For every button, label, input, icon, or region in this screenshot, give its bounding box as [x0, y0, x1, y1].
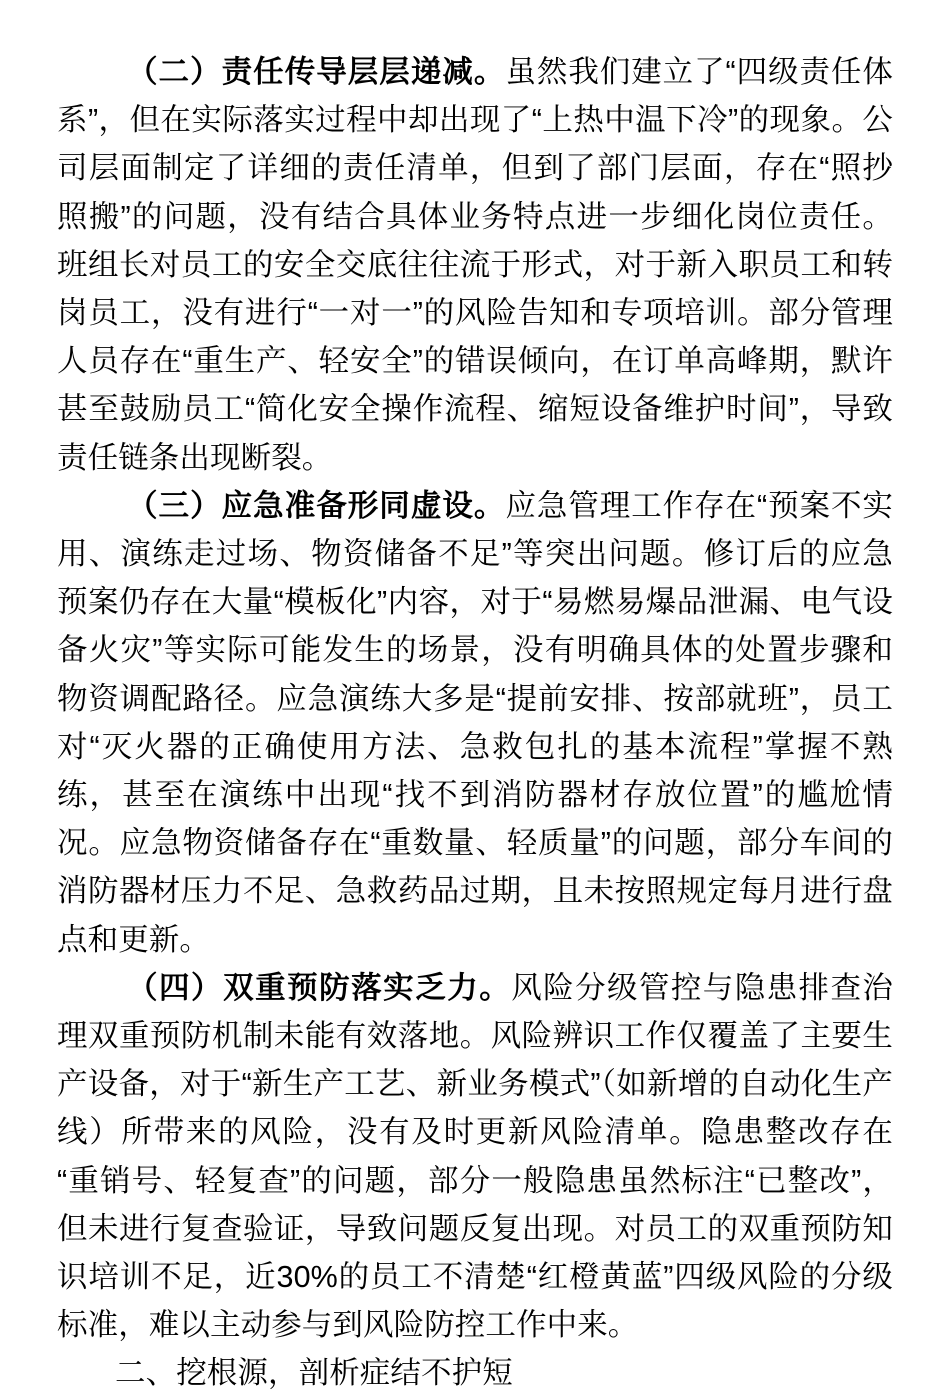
paragraph-lead-section-4: （四）双重预防落实乏力。 — [127, 970, 512, 1005]
closing-heading: 二、挖根源，剖析症结不护短 — [115, 1356, 513, 1391]
paragraph-lead-section-3: （三）应急准备形同虚设。 — [127, 488, 506, 523]
paragraph-text-section-3: 应急管理工作存在“预案不实用、演练走过场、物资储备不足”等突出问题。修订后的应急预案仍存在大量“模板化”内容，对于“易燃易爆品泄漏、电气设备火灾”等实际可能发生的场景，没有明确具体的处置步骤和物资调配路径。应急演练大多是“提前安排、按部就班”，员工对“灭火器的正确使用方法、急救包扎的基本流程”掌握不熟练，甚至在演练中出现“找不到消防器材存放位置”的尴尬情况。应急物资储备存在“重数量、轻质量”的问题，部分车间的消防器材压力不足、急救药品过期，且未按照规定每月进行盘点和更新。 — [57, 488, 893, 957]
paragraph-text-section-4: 风险分级管控与隐患排查治理双重预防机制未能有效落地。风险辨识工作仅覆盖了主要生产设备，对于“新生产工艺、新业务模式”（如新增的自动化生产线）所带来的风险，没有及时更新风险清单。隐患整改存在“重销号、轻复查”的问题，部分一般隐患虽然标注“已整改”，但未进行复查验证，导致问题反复出现。对员工的双重预防知识培训不足，近30%的员工不清楚“红橙黄蓝”四级风险的分级标准，难以主动参与到风险防控工作中来。 — [57, 970, 893, 1343]
paragraph-section-4 — [57, 964, 893, 1350]
paragraph-section-3 — [57, 482, 893, 964]
paragraph-section-2 — [57, 48, 893, 482]
paragraph-text-section-2: 虽然我们建立了“四级责任体系”，但在实际落实过程中却出现了“上热中温下冷”的现象。公司层面制定了详细的责任清单，但到了部门层面，存在“照抄照搬”的问题，没有结合具体业务特点进一步细化岗位责任。班组长对员工的安全交底往往流于形式，对于新入职员工和转岗员工，没有进行“一对一”的风险告知和专项培训。部分管理人员存在“重生产、轻安全”的错误倾向，在订单高峰期，默许甚至鼓励员工“简化安全操作流程、缩短设备维护时间”，导致责任链条出现断裂。 — [57, 55, 893, 475]
document-body — [57, 48, 893, 1398]
paragraph-lead-section-2: （二）责任传导层层递减。 — [127, 55, 506, 89]
